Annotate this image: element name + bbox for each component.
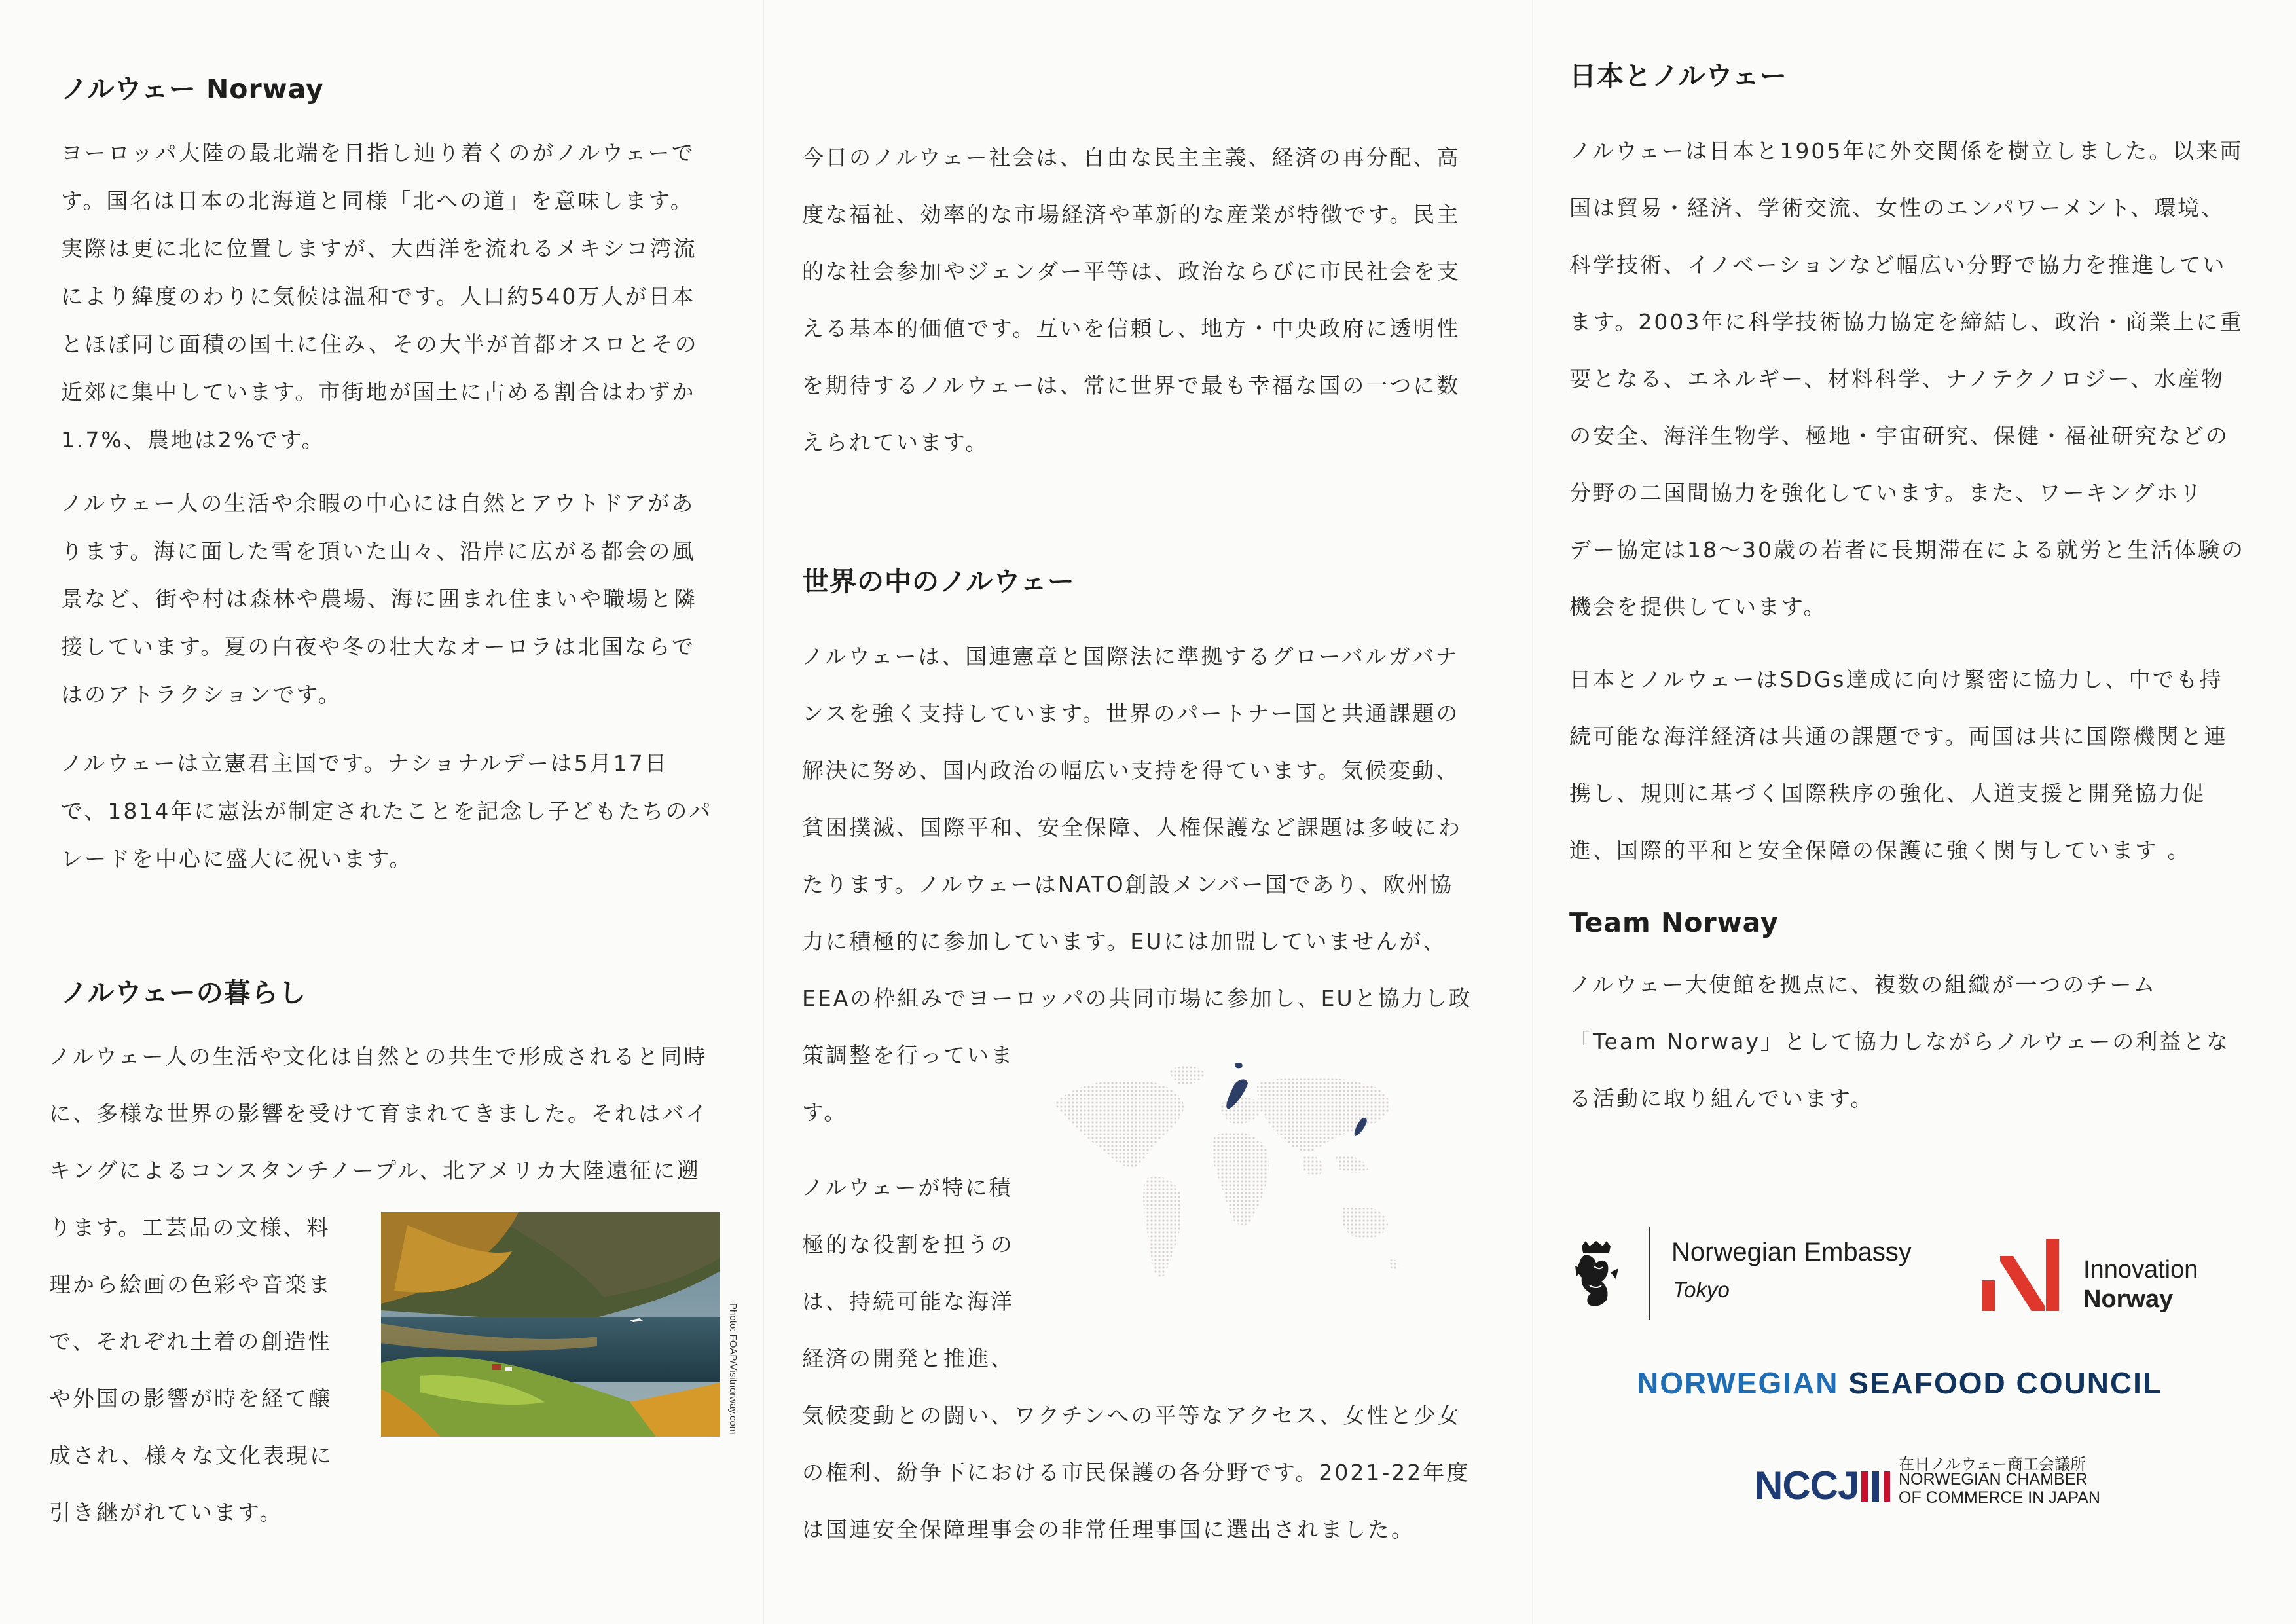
text-line: 携し、規則に基づく国際秩序の強化、人道支援と開発協力促: [1569, 781, 2206, 806]
innovation-norway-line2: Norway: [2083, 1285, 2174, 1313]
text-line: 分野の二国間協力を強化しています。また、ワーキングホリ: [1569, 480, 2204, 506]
text-line: 進、国際的平和と安全保障の保護に強く関与しています 。: [1569, 838, 2191, 863]
text-line: す。国名は日本の北海道と同様「北への道」を意味します。: [61, 188, 694, 213]
innovation-norway-logo-icon: [1980, 1238, 2062, 1313]
text-line: 極的な役割を担うの: [802, 1232, 1014, 1257]
text-line: 1.7%、農地は2%です。: [61, 427, 325, 452]
text-line: 接しています。夏の白夜や冬の壮大なオーロラは北国ならで: [61, 634, 696, 659]
text-line: す。: [802, 1099, 848, 1125]
text-line: 解決に努め、国内政治の幅広い支持を得ています。気候変動、: [802, 758, 1460, 783]
text-line: ノルウェー大使館を拠点に、複数の組織が一つのチーム: [1569, 972, 2157, 997]
royal-lion-crest-icon: [1570, 1240, 1622, 1312]
text-line: に、多様な世界の影響を受けて育まれてきました。それはバイ: [49, 1101, 709, 1126]
fold-line-left: [763, 0, 764, 1624]
nccj-english-name-line2: OF COMMERCE IN JAPAN: [1899, 1488, 2100, 1507]
section-title-japan-norway: 日本とノルウェー: [1569, 60, 1787, 92]
text-line: で、それぞれ土着の創造性: [49, 1329, 332, 1354]
text-line: 今日のノルウェー社会は、自由な民主主義、経済の再分配、高: [802, 145, 1461, 170]
text-line: 機会を提供しています。: [1569, 594, 1827, 619]
text-line: 経済の開発と推進、: [802, 1346, 1014, 1371]
text-line: ノルウェー人の生活や文化は自然との共生で形成されると同時: [49, 1044, 708, 1069]
text-line: ノルウェーは立憲君主国です。ナショナルデーは5月17日: [61, 750, 668, 776]
nccj-english-name-line1: NORWEGIAN CHAMBER: [1899, 1470, 2088, 1488]
fjord-landscape-image: [381, 1212, 720, 1437]
text-line: 成され、様々な文化表現に: [49, 1443, 333, 1468]
text-line: は国連安全保障理事会の非常任理事国に選出されました。: [802, 1517, 1415, 1542]
section-title-norway: ノルウェー Norway: [61, 73, 324, 105]
text-line: ます。2003年に科学技術協力協定を締結し、政治・商業上に重: [1569, 309, 2244, 335]
text-line: ります。工芸品の文様、料: [49, 1215, 331, 1240]
text-line: ノルウェー人の生活や余暇の中心には自然とアウトドアがあ: [61, 490, 695, 516]
text-line: 「Team Norway」として協力しながらノルウェーの利益とな: [1569, 1029, 2231, 1054]
svalbard-highlight: [1235, 1063, 1243, 1068]
text-line: 引き継がれています。: [49, 1500, 283, 1525]
text-line: ノルウェーが特に積: [802, 1175, 1013, 1200]
text-line: ンスを強く支持しています。世界のパートナー国と共通課題の: [802, 701, 1460, 726]
text-line: や外国の影響が時を経て醸: [49, 1386, 332, 1411]
text-line: えられています。: [802, 430, 989, 455]
text-line: の権利、紛争下における市民保護の各分野です。2021-22年度: [802, 1460, 1470, 1485]
text-line: 的な社会参加やジェンダー平等は、政治ならびに市民社会を支: [802, 259, 1461, 284]
text-line: 要となる、エネルギー、材料科学、ナノテクノロジー、水産物: [1569, 366, 2225, 392]
text-line: キングによるコンスタンチノープル、北アメリカ大陸遠征に遡: [49, 1158, 701, 1183]
text-line: の安全、海洋生物学、極地・宇宙研究、保健・福祉研究などの: [1569, 423, 2229, 449]
embassy-city: Tokyo: [1673, 1278, 1730, 1302]
text-line: 国は貿易・経済、学術交流、女性のエンパワーメント、環境、: [1569, 195, 2225, 221]
fold-line-right: [1532, 0, 1533, 1624]
text-line: 科学技術、イノベーションなど幅広い分野で協力を推進してい: [1569, 252, 2227, 278]
text-line: える基本的価値です。互いを信頼し、地方・中央政府に透明性: [802, 316, 1461, 341]
section-title-global: 世界の中のノルウェー: [802, 566, 1075, 597]
text-line: デー協定は18～30歳の若者に長期滞在による就労と生活体験の: [1569, 537, 2245, 563]
text-line: ノルウェーは日本と1905年に外交関係を樹立しました。以来両: [1569, 138, 2244, 164]
text-line: を期待するノルウェーは、常に世界で最も幸福な国の一つに数: [802, 373, 1461, 398]
seafood-council-word1: NORWEGIAN: [1637, 1366, 1839, 1400]
embassy-name: Norwegian Embassy: [1671, 1238, 1912, 1266]
seafood-council-word2: SEAFOOD COUNCIL: [1848, 1366, 2163, 1400]
text-line: 景など、街や村は森林や農場、海に囲まれ住まいや職場と隣: [61, 586, 697, 612]
text-line: 日本とノルウェーはSDGs達成に向け緊密に協力し、中でも持: [1569, 667, 2223, 692]
embassy-logo-divider: [1649, 1227, 1650, 1320]
text-line: 力に積極的に参加しています。EUには加盟していませんが、: [802, 929, 1447, 954]
nccj-japanese-name: 在日ノルウェー商工会議所: [1899, 1455, 2086, 1473]
nccj-wordmark: NCCJ: [1755, 1464, 1859, 1507]
text-line: はのアトラクションです。: [61, 682, 342, 707]
nccj-flag-stripes-icon: [1861, 1471, 1898, 1502]
seafood-council-logo: [1637, 1365, 2162, 1401]
text-line: により緯度のわりに気候は温和です。人口約540万人が日本: [61, 284, 696, 309]
text-line: EEAの枠組みでヨーロッパの共同市場に参加し、EUと協力し政: [802, 986, 1472, 1011]
text-line: とほぼ同じ面積の国土に住み、その大半が首都オスロとその: [61, 331, 699, 357]
text-line: ります。海に面した雪を頂いた山々、沿岸に広がる都会の風: [61, 538, 696, 564]
section-title-lifestyle: ノルウェーの暮らし: [61, 977, 306, 1008]
text-line: 近郊に集中しています。市街地が国土に占める割合はわずか: [61, 379, 696, 405]
text-line: たります。ノルウェーはNATO創設メンバー国であり、欧州協: [802, 872, 1454, 897]
text-line: ヨーロッパ大陸の最北端を目指し辿り着くのがノルウェーで: [61, 140, 695, 166]
text-line: ノルウェーは、国連憲章と国際法に準拠するグローバルガバナ: [802, 644, 1459, 669]
text-line: は、持続可能な海洋: [802, 1289, 1014, 1314]
text-line: で、1814年に憲法が制定されたことを記念し子どもたちのパ: [61, 798, 713, 824]
text-line: 理から絵画の色彩や音楽ま: [49, 1272, 332, 1297]
text-line: る活動に取り組んでいます。: [1569, 1086, 1874, 1111]
text-line: 気候変動との闘い、ワクチンへの平等なアクセス、女性と少女: [802, 1403, 1461, 1428]
text-line: 度な福祉、効率的な市場経済や革新的な産業が特徴です。民主: [802, 202, 1461, 227]
text-line: レードを中心に盛大に祝います。: [61, 846, 413, 872]
section-title-team-norway: Team Norway: [1569, 907, 1779, 938]
photo-credit: Photo: FOAP/Visitnorway.com: [727, 1303, 738, 1435]
text-line: 策調整を行っていま: [802, 1043, 1014, 1068]
text-line: 続可能な海洋経済は共通の課題です。両国は共に国際機関と連: [1569, 724, 2228, 749]
text-line: 実際は更に北に位置しますが、大西洋を流れるメキシコ湾流: [61, 236, 697, 261]
text-line: 貧困撲滅、国際平和、安全保障、人権保護など課題は多岐にわ: [802, 815, 1462, 840]
fjord-photo: [381, 1212, 720, 1437]
world-map-graphic: [1048, 1058, 1414, 1306]
innovation-norway-line1: Innovation: [2083, 1256, 2198, 1283]
